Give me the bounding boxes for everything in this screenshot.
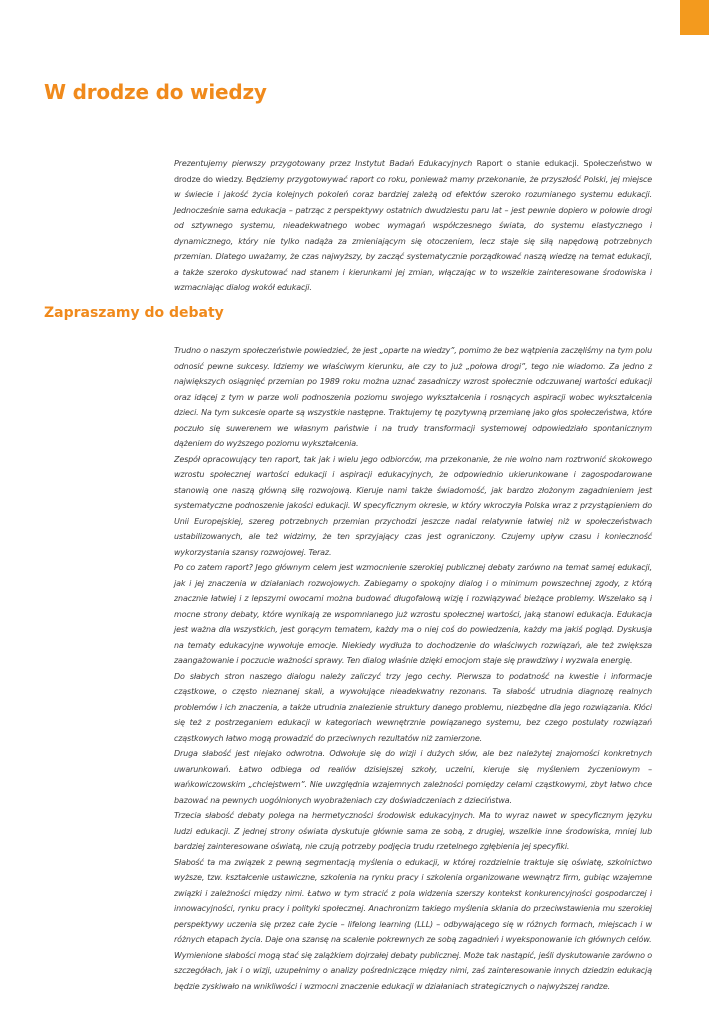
corner-tab-marker [680,0,709,35]
paragraph: Trzecia słabość debaty polega na hermetyczności środowisk edukacyjnych. Ma to wyraz nawet w specyficznym języku ludzi edukacji. Z jednej strony oświata dyskutuje głównie sama ze sobą, z drugiej, wszelkie inne środowiska, mniej lub bardziej zainteresowane oświatą, nie czują potrzeby podjęcia trudu rzetelnego zgłębienia jej specyfiki. [174,811,652,851]
intro-italic-rest: Będziemy przygotowywać raport co roku, ponieważ mamy przekonanie, że przyszłość Polski, jej miejsce w świecie i jakość życia kolejnych pokoleń coraz bardziej zależą od efektów szeroko rozumianego systemu edukacji. Jednocześnie sama edukacja – patrząc z perspektywy ostatnich dwudziestu paru lat – jest pewnie dopiero w połowie drogi od sztywnego systemu, nieadekwatnego wobec wymagań współczesnego świata, do systemu elastycznego i dynamicznego, który nie tylko nadąża za zmieniającym się otoczeniem, lecz staje się siłą napędową potrzebnych przemian. Dlatego uważamy, że czas najwyższy, by zacząć systematycznie porządkować naszą wiedzę na temat edukacji, a także szeroko dyskutować nad stanem i kierunkami jej zmian, włączając w to wszelkie zainteresowane środowiska i wzmacniając dialog wokół edukacji. [174,174,652,292]
intro-report-title: Raport o stanie edukacji. Społeczeństwo w drodze do wiedzy. [174,159,652,184]
page-title: W drodze do wiedzy [44,80,267,104]
intro-paragraph [174,156,652,296]
paragraph: Wymienione słabości mogą stać się zalążkiem dojrzałej debaty publicznej. Może tak nastąpić, jeśli dyskutowanie zarówno o szczegółach, jak i o wizji, uzupełnimy o analizy pośredniczące między nimi, zaś zainteresowanie innych dziedzin edukacją będzie zyskiwało na wnikliwości i wzmocni znaczenie edukacji w działaniach strategicznych o najwyższej randze. [174,950,652,991]
intro-italic-lead: Prezentujemy pierwszy przygotowany przez Instytut Badań Edukacyjnych [174,159,473,168]
paragraph: Po co zatem raport? Jego głównym celem jest wzmocnienie szerokiej publicznej debaty zarówno na temat samej edukacji, jak i jej znaczenia w działaniach rozwojowych. Zabiegamy o spokojny dialog i o minimum powszechnej zgody, z którą znacznie łatwiej i z lepszymi owocami można budować długofalową wizję i rozwiązywać bieżące problemy. Wszelako są i mocne strony debaty, które wynikają ze wspomnianego już wzrostu społecznej wartości, jaką stanowi edukacja. Edukacja jest ważna dla wszystkich, jest gorącym tematem, każdy ma o niej coś do powiedzenia, każdy ma jakiś pogląd. Dyskusja na tematy edukacyjne wywołuje emocje. Niekiedy wydłuża to dochodzenie do właściwych rozwiązań, ale też zwiększa zaangażowanie i poczucie ważności sprawy. Ten dialog właśnie dzięki emocjom staje się prawdziwy i wyzwala energię. [174,563,652,665]
paragraph: Zespół opracowujący ten raport, tak jak i wielu jego odbiorców, ma przekonanie, że nie wolno nam roztrwonić skokowego wzrostu społecznej wartości edukacji i aspiracji edukacyjnych, że odpowiednio ukierunkowane i zagospodarowane stanowią one naszą główną siłę rozwojową. Kieruje nami także świadomość, jak bardzo złożonym zagadnieniem jest systematyczne podnoszenie jakości edukacji. W specyficznym okresie, w który wkroczyła Polska wraz z przystąpieniem do Unii Europejskiej, szereg potrzebnych przemian przychodzi jeszcze nadal relatywnie łatwiej niż w społeczeństwach ustabilizowanych, ale też widzimy, że ten sprzyjający czas jest ograniczony. Czujemy upływ czasu i konieczność wykorzystania szansy rozwojowej. Teraz. [174,454,652,557]
intro-text [174,156,652,296]
paragraph: Trudno o naszym społeczeństwie powiedzieć, że jest „oparte na wiedzy”, pomimo że bez wątpienia zaczęliśmy na tym polu odnosić pewne sukcesy. Idziemy we właściwym kierunku, ale czy to już „połowa drogi”, tego nie wiadomo. Za jedno z największych osiągnięć przemian po 1989 roku można uznać zasadniczy wzrost społecznie odczuwanej wartości edukacji oraz idącej z tym w parze woli podnoszenia poziomu swojego wykształcenia i rosnących aspiracji wobec wykształcenia dzieci. Na tym sukcesie oparte są wszystkie następne. Traktujemy tę pozytywną przemianę jako głos społeczeństwa, które poczuło się suwerenem we własnym państwie i na trudy transformacji systemowej odpowiedziało spontanicznym dążeniem do wyższego poziomu wykształcenia. [174,346,652,448]
section-title: Zapraszamy do debaty [44,305,224,321]
paragraph: Do słabych stron naszego dialogu należy zaliczyć trzy jego cechy. Pierwsza to podatność na kwestie i informacje cząstkowe, o często nieznanej skali, a wywołujące nieadekwatny rezonans. Ta słabość utrudnia diagnozę realnych problemów i ich znaczenia, a także utrudnia znalezienie struktury danego problemu, niezbędne dla jego rozwiązania. Kłóci się też z postrzeganiem edukacji w kategoriach wewnętrznie powiązanego systemu, bez czego postulaty rozwiązań cząstkowych łatwo mogą prowadzić do przeciwnych rezultatów niż zamierzone. [174,671,652,743]
paragraph: Druga słabość jest niejako odwrotna. Odwołuje się do wizji i dużych słów, ale bez należytej znajomości konkretnych uwarunkowań. Łatwo odbiega od realiów dzisiejszej szkoły, uczelni, kieruje się myśleniem życzeniowym – wańkowiczowskim „chciejstwem”. Nie uwzględnia wzajemnych zależności pomiędzy celami cząstkowymi, zbyt łatwo chce bazować na pewnych uogólnionych wyobrażeniach czy doświadczeniach z dzieciństwa. [174,749,652,805]
paragraph: Słabość ta ma związek z pewną segmentacją myślenia o edukacji, w której rozdzielnie traktuje się oświatę, szkolnictwo wyższe, tzw. kształcenie ustawiczne, szkolenia na rynku pracy i szkolenia organizowane wewnątrz firm, gubiąc wzajemne związki i zależności między nimi. Łatwo w tym stracić z pola widzenia szerszy kontekst konkurencyjności gospodarczej i innowacyjności, rynku pracy i polityki społecznej. Anachronizm takiego myślenia skłania do przeciwstawienia mu szerokiej perspektywy uczenia się przez całe życie – lifelong learning (LLL) – odbywającego się w różnych formach, miejscach i w różnych etapach życia. Daje ona szansę na scalenie pokrewnych ze sobą zagadnień i wyeksponowanie ich głównych celów. [174,857,652,944]
debate-section-body [174,343,652,994]
